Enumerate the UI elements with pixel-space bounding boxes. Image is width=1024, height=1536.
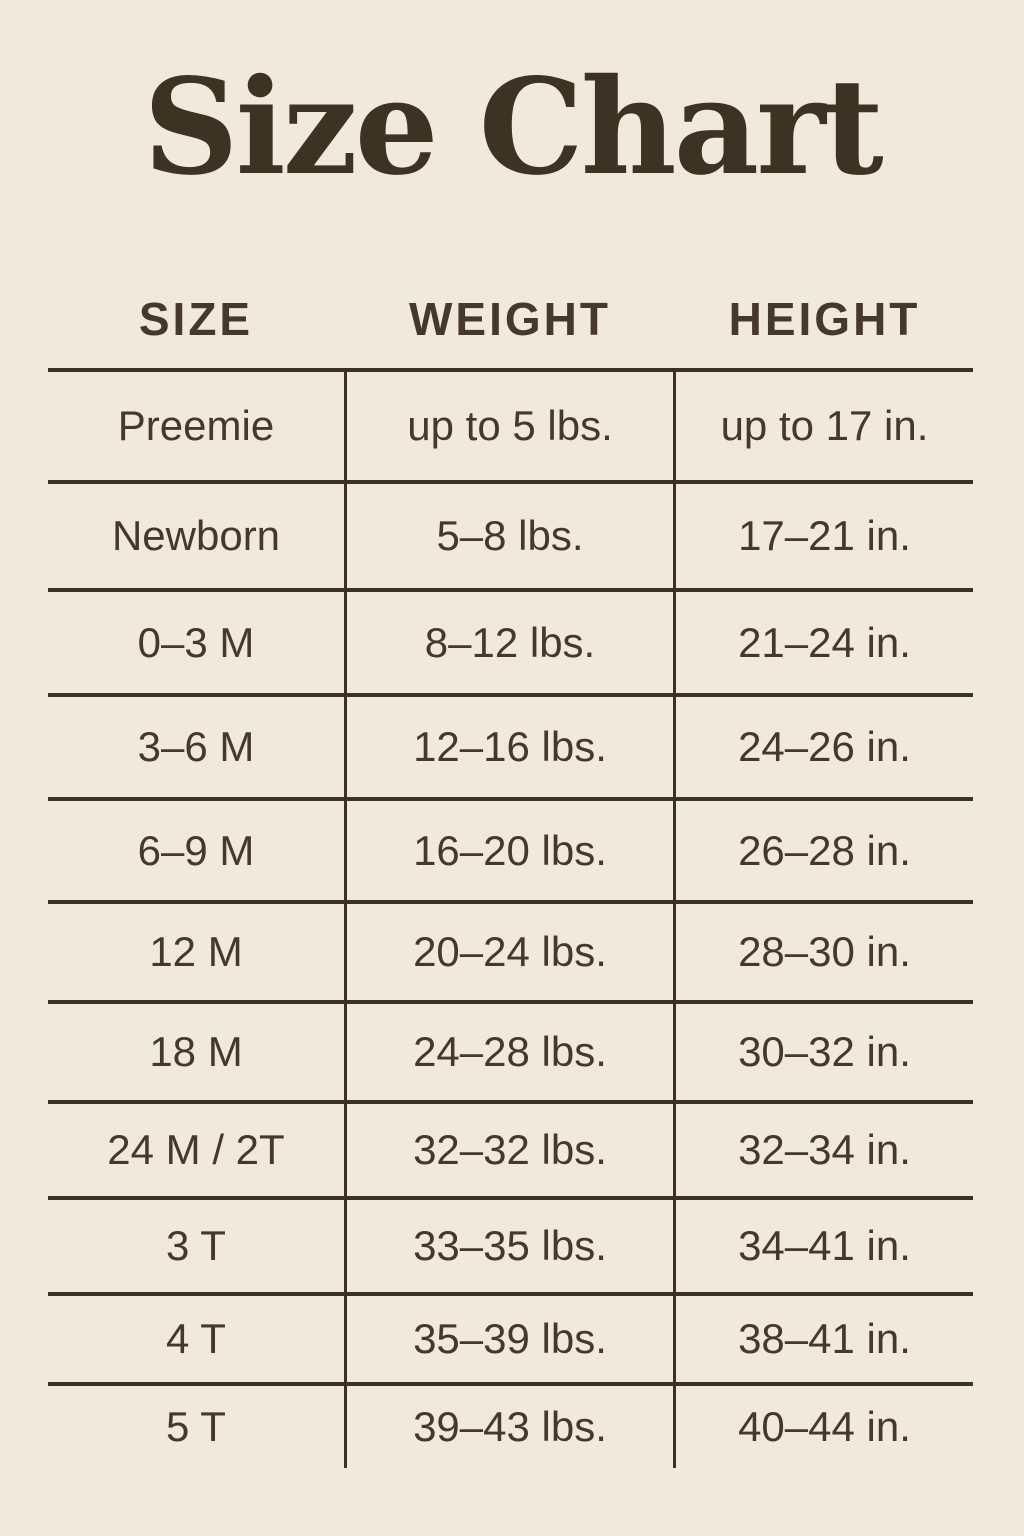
cell-height: 38–41 in. xyxy=(738,1315,911,1362)
table-row xyxy=(48,1000,973,1100)
cell-weight: 39–43 lbs. xyxy=(344,1386,676,1468)
page-title: Size Chart xyxy=(143,50,881,205)
cell-weight: 24–28 lbs. xyxy=(344,1004,676,1100)
cell-height: 21–24 in. xyxy=(738,618,911,666)
cell-weight: up to 5 lbs. xyxy=(344,372,676,480)
cell-weight: 32–32 lbs. xyxy=(344,1104,676,1196)
table-row xyxy=(48,480,973,588)
cell-height: 30–32 in. xyxy=(738,1028,911,1075)
table-row xyxy=(48,1292,973,1382)
cell-weight: 33–35 lbs. xyxy=(344,1200,676,1292)
cell-weight: 16–20 lbs. xyxy=(344,801,676,900)
cell-height: 24–26 in. xyxy=(738,723,911,770)
cell-size: 12 M xyxy=(149,928,243,975)
cell-height: 26–28 in. xyxy=(738,826,911,874)
cell-height: 40–44 in. xyxy=(738,1403,911,1450)
table-row xyxy=(48,368,973,480)
cell-size: Preemie xyxy=(117,402,275,449)
table-row xyxy=(48,1382,973,1468)
column-header-size: SIZE xyxy=(138,293,254,345)
cell-size: 4 T xyxy=(166,1315,226,1362)
table-row xyxy=(48,1100,973,1196)
cell-height: 32–34 in. xyxy=(738,1126,911,1173)
table-row xyxy=(48,693,973,797)
cell-height: 17–21 in. xyxy=(738,512,911,559)
size-chart-table xyxy=(48,270,973,1468)
column-header-weight: WEIGHT xyxy=(409,293,611,345)
cell-size: 0–3 M xyxy=(137,618,255,666)
cell-weight: 12–16 lbs. xyxy=(344,697,676,797)
cell-weight: 35–39 lbs. xyxy=(344,1296,676,1382)
cell-height: 28–30 in. xyxy=(738,928,911,975)
table-body xyxy=(48,368,973,1468)
table-row xyxy=(48,588,973,693)
column-header-height: HEIGHT xyxy=(728,293,921,345)
cell-height: 34–41 in. xyxy=(738,1222,911,1269)
cell-size: 3–6 M xyxy=(137,723,255,770)
cell-size: 18 M xyxy=(149,1028,243,1075)
table-header-row xyxy=(48,270,973,368)
table-row xyxy=(48,797,973,900)
table-row xyxy=(48,900,973,1000)
table-row xyxy=(48,1196,973,1292)
cell-weight: 5–8 lbs. xyxy=(344,484,676,588)
cell-size: 3 T xyxy=(166,1222,226,1269)
cell-weight: 20–24 lbs. xyxy=(344,904,676,1000)
cell-size: 5 T xyxy=(166,1403,226,1450)
cell-size: 6–9 M xyxy=(137,826,255,874)
cell-size: Newborn xyxy=(111,512,281,559)
cell-height: up to 17 in. xyxy=(720,402,929,449)
cell-size: 24 M / 2T xyxy=(107,1126,285,1173)
cell-weight: 8–12 lbs. xyxy=(344,592,676,693)
